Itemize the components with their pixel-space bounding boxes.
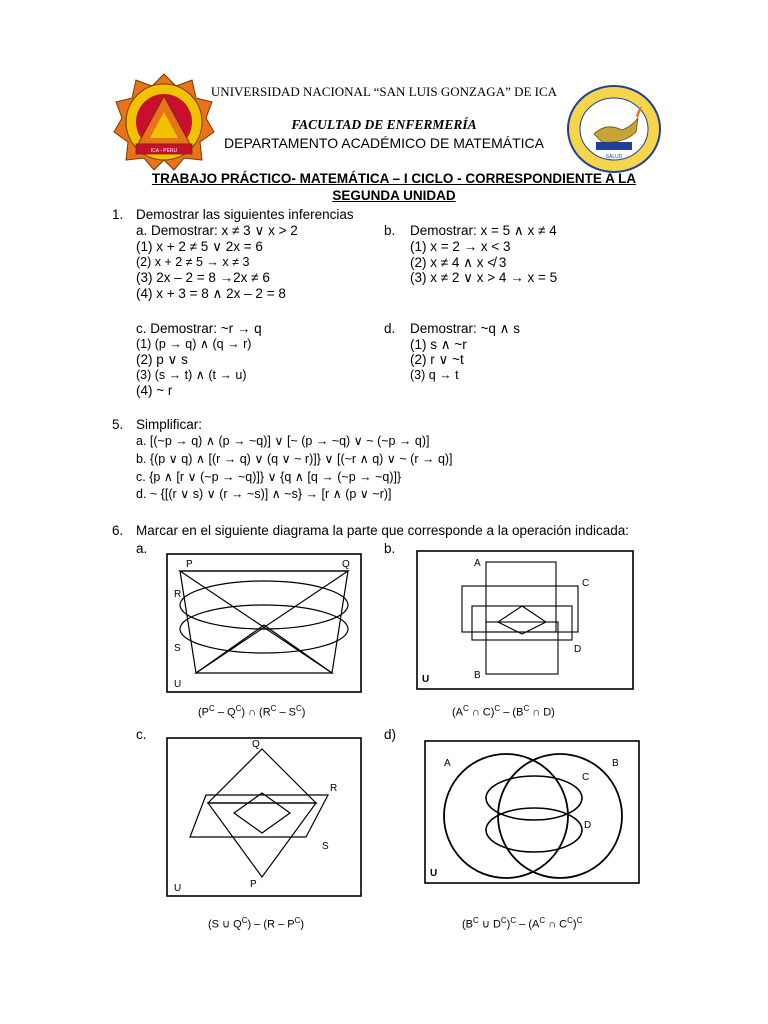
label-a: A — [474, 558, 481, 569]
q6b-label: b. — [384, 541, 396, 556]
formula-d: ($B^C$ ∪ $D^C)^C - (A^C$ ∩ $C^C)^C$ — [462, 916, 583, 931]
q6-heading: Marcar en el siguiente diagrama la parte que corresponde a la operación indicada: — [136, 523, 630, 538]
q6-number: 6. — [112, 523, 124, 538]
q1d-label: d. — [384, 321, 396, 336]
q1d-line-2: (2) r ∨ ~t — [410, 352, 464, 367]
q5-line-a: a. [(~p → q) ∧ (p → ~q)] ∨ [~ (p → ~q) ∨ ~ (~p → q)] — [136, 434, 430, 448]
q1b-demo: Demostrar: x = 5 ∧ x ≠ 4 — [410, 223, 557, 238]
page-title-line2: SEGUNDA UNIDAD — [332, 188, 456, 203]
q1b-line-3: (3) x ≠ 2 ∨ x > 4 → x = 5 — [410, 270, 558, 285]
label-q: Q — [342, 559, 350, 570]
label-p: P — [186, 559, 193, 570]
department-name: DEPARTAMENTO ACADÉMICO DE MATEMÁTICA — [224, 135, 544, 151]
venn-diagram-b — [416, 550, 634, 690]
q6c-label: c. — [136, 727, 147, 742]
venn-diagram-d — [424, 740, 640, 884]
left-logo-motto: ICA - PERU — [150, 148, 178, 154]
q1c-line-2: (2) p ∨ s — [136, 352, 188, 367]
q5-line-b: b. {(p ∨ q) ∧ [(r → q) ∨ (q ∨ ~ r)]} ∨ [(~r ∧ q) ∨ ~ (r → q)] — [136, 452, 453, 466]
label-r: R — [174, 589, 182, 600]
q5-number: 5. — [112, 417, 124, 432]
q1b-line-1: (1) x = 2 → x < 3 — [410, 239, 511, 254]
q1c-line-1: (1) (p → q) ∧ (q → r) — [136, 337, 252, 351]
label-q: Q — [252, 739, 260, 750]
label-b: B — [474, 670, 481, 681]
set-c-shape — [462, 586, 578, 632]
q1b-label: b. — [384, 223, 396, 238]
q1d-line-1: (1) s ∧ ~r — [410, 337, 467, 352]
label-u: U — [430, 868, 438, 879]
q1b-line-2: (2) x ≠ 4 ∧ x ≮ 3 — [410, 255, 507, 270]
formula-a: $(P^C - Q^C)$ ∩ $(R^C - S^C)$ — [198, 704, 306, 719]
label-u: U — [422, 674, 430, 685]
label-u: U — [174, 679, 182, 690]
venn-diagram-a — [166, 553, 362, 693]
q1c-line-4: (4) ~ r — [136, 383, 173, 398]
q1c-label: c. Demostrar: ~r → q — [136, 321, 262, 336]
label-s: S — [322, 841, 329, 852]
q5-line-d: d. ~ {[(r ∨ s) ∨ (r → ~s)] ∧ ~s} → [r ∧ (p ∨ ~r)] — [136, 487, 392, 501]
q1d-demo: Demostrar: ~q ∧ s — [410, 321, 521, 336]
formula-c: (S ∪ $Q^C) - (R - P^C)$ — [208, 916, 305, 931]
label-d: D — [574, 644, 582, 655]
label-a: A — [444, 758, 451, 769]
q6a-label: a. — [136, 541, 148, 556]
q6d-label: d) — [384, 727, 397, 742]
q1a-label: a. Demostrar: x ≠ 3 ∨ x > 2 — [136, 223, 298, 238]
label-u: U — [174, 883, 182, 894]
label-c: C — [582, 578, 590, 589]
right-logo-salud: SALUD — [605, 154, 623, 160]
label-r: R — [330, 783, 338, 794]
university-name: UNIVERSIDAD NACIONAL “SAN LUIS GONZAGA” DE ICA — [210, 84, 558, 99]
q1a-line-2: (2) x + 2 ≠ 5 → x ≠ 3 — [136, 255, 250, 269]
set-s-shape — [234, 793, 290, 833]
q1c-line-3: (3) (s → t) ∧ (t → u) — [136, 368, 247, 382]
q1a-line-1: (1) x + 2 ≠ 5 ∨ 2x = 6 — [136, 239, 263, 254]
set-b-shape — [486, 622, 558, 674]
q1d-line-3: (3) q → t — [410, 368, 459, 382]
label-s: S — [174, 643, 181, 654]
set-p-shape — [208, 803, 316, 877]
q1a-line-3: (3) 2x – 2 = 8 →2x ≠ 6 — [136, 270, 270, 285]
q1-heading: Demostrar las siguientes inferencias — [136, 207, 354, 222]
label-b: B — [612, 758, 619, 769]
q5-heading: Simplificar: — [136, 417, 203, 432]
label-c: C — [582, 772, 590, 783]
label-p: P — [250, 879, 257, 890]
page-title-line1: TRABAJO PRÁCTICO- MATEMÁTICA – I CICLO - CORRESPONDIENTE A LA — [151, 171, 637, 186]
label-d: D — [584, 820, 592, 831]
q1a-line-4: (4) x + 3 = 8 ∧ 2x – 2 = 8 — [136, 286, 286, 301]
venn-diagram-c — [166, 737, 362, 897]
q5-line-c: c. {p ∧ [r ∨ (~p → ~q)]} ∨ {q ∧ [q → (~p → ~q)]} — [136, 470, 402, 484]
q1-number: 1. — [112, 207, 124, 222]
set-d-shape — [472, 606, 572, 640]
faculty-name: FACULTAD DE ENFERMERÍA — [291, 117, 477, 132]
formula-b: ($A^C$ ∩ $C)^C - (B^C$ ∩ D) — [452, 704, 555, 719]
